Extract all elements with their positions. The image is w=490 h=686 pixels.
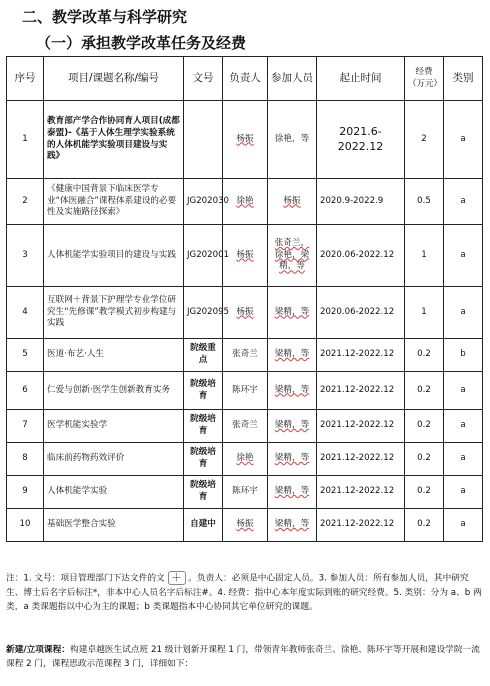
cell-leader: 陈环宇 (223, 476, 268, 509)
cell-leader: 徐艳 (223, 179, 268, 225)
cell-no: 8 (7, 443, 44, 476)
cell-funds: 0.5 (405, 179, 444, 225)
cell-name: 医学机能实验学 (44, 410, 184, 443)
cell-leader: 陈环宇 (223, 372, 268, 410)
header-period: 起止时间 (317, 57, 405, 101)
cell-no: 5 (7, 339, 44, 372)
cell-doc: JG202095 (184, 287, 223, 339)
cell-members: 杨振 (268, 179, 317, 225)
header-funds: 经费（万元） (405, 57, 444, 101)
cell-doc: JG202001 (184, 225, 223, 287)
cell-leader: 张奇兰 (223, 410, 268, 443)
cell-no: 4 (7, 287, 44, 339)
cell-period: 2020.06-2022.12 (317, 225, 405, 287)
table-row (7, 476, 483, 509)
cell-period: 2021.12-2022.12 (317, 443, 405, 476)
cell-name: 仁爱与创新·医学生创新教育实务 (44, 372, 184, 410)
cell-doc: 自建中 (184, 509, 223, 542)
cell-funds: 0.2 (405, 443, 444, 476)
section-title: 二、教学改革与科学研究 (22, 8, 188, 26)
cell-doc: 院级重点 (184, 339, 223, 372)
cell-period: 2021.12-2022.12 (317, 509, 405, 542)
cell-doc: 院级培育 (184, 476, 223, 509)
table-row (7, 372, 483, 410)
table-row (7, 225, 483, 287)
cell-category: a (444, 410, 483, 443)
cell-category: a (444, 179, 483, 225)
cell-name: 互联网＋背景下护理学专业学位研究生“先修课”教学模式初步构建与实践 (44, 287, 184, 339)
cell-members: 梁精，等 (268, 410, 317, 443)
cell-members: 梁精，等 (268, 372, 317, 410)
cell-period: 2020.06-2022.12 (317, 287, 405, 339)
cell-leader: 杨振 (223, 509, 268, 542)
cell-members: 张奇兰，徐艳，梁精，等 (268, 225, 317, 287)
cell-members: 梁精，等 (268, 443, 317, 476)
cell-category: a (444, 509, 483, 542)
cell-category: a (444, 287, 483, 339)
cell-no: 1 (7, 101, 44, 179)
cell-leader: 杨振 (223, 101, 268, 179)
header-members: 参加人员 (268, 57, 317, 101)
table-row (7, 509, 483, 542)
notes-text-start: 注：1. 文号：项目管理部门下达文件的文 (6, 573, 165, 584)
cell-leader: 张奇兰 (223, 339, 268, 372)
cell-members: 梁精，等 (268, 339, 317, 372)
cell-period: 2021.12-2022.12 (317, 476, 405, 509)
cell-no: 10 (7, 509, 44, 542)
cell-members: 梁精，等 (268, 476, 317, 509)
cell-leader: 徐艳 (223, 443, 268, 476)
cell-name: 人体机能学实验项目的建设与实践 (44, 225, 184, 287)
cell-doc (184, 101, 223, 179)
new-course-text: 构建卓越医生试点班 21 级计划新开课程 1 门，带领青年教师张奇兰、徐艳、陈环宇等开展和建设学院一流课程 2 门，课程思政示范课程 3 门，详细如下： (6, 645, 480, 670)
cell-period: 2021.6-2022.12 (317, 101, 405, 179)
cell-leader: 杨振 (223, 225, 268, 287)
cell-period: 2020.9-2022.9 (317, 179, 405, 225)
cell-funds: 0.2 (405, 476, 444, 509)
cell-name: 教育部产学合作协同育人项目(成都泰盟)-《基于人体生理学实验系统的人体机能学实验项目建设与实践》 (44, 101, 184, 179)
header-no: 序号 (7, 57, 44, 101)
expand-plus-button[interactable]: ＋ (168, 571, 186, 585)
cell-period: 2021.12-2022.12 (317, 410, 405, 443)
new-course-label: 新建/立项课程： (6, 645, 70, 655)
cell-name: 《健康中国背景下临床医学专业“体医融合”课程体系建设的必要性及实施路径探索》 (44, 179, 184, 225)
cell-funds: 0.2 (405, 372, 444, 410)
cell-no: 6 (7, 372, 44, 410)
cell-category: a (444, 372, 483, 410)
cell-no: 2 (7, 179, 44, 225)
cell-funds: 2 (405, 101, 444, 179)
cell-period: 2021.12-2022.12 (317, 372, 405, 410)
cell-members: 梁精，等 (268, 509, 317, 542)
cell-funds: 0.2 (405, 339, 444, 372)
table-header-row (7, 57, 483, 101)
new-course-paragraph (6, 643, 484, 671)
header-leader: 负责人 (223, 57, 268, 101)
projects-table (6, 56, 483, 542)
table-row (7, 443, 483, 476)
cell-members: 徐艳，等 (268, 101, 317, 179)
header-name: 项目/课题名称/编号 (44, 57, 184, 101)
cell-doc: JG202030 (184, 179, 223, 225)
notes-text-rest: 。负责人：必须是中心固定人员。3. 参加人员：所有参加人员，其中研究生、博士后名字后标注*，非本中心人员名字后标注#。4. 经费：指中心本年度实际到账的研究经费。5. 类别：分为 a、b 两类，a 类课题指以中心为主的课题；b 类课题指本中心协同其它单位研究的课题。 (6, 573, 482, 612)
table-row (7, 287, 483, 339)
cell-no: 3 (7, 225, 44, 287)
header-category: 类别 (444, 57, 483, 101)
cell-funds: 1 (405, 287, 444, 339)
subsection-title: （一）承担教学改革任务及经费 (36, 34, 247, 52)
cell-funds: 1 (405, 225, 444, 287)
cell-category: b (444, 339, 483, 372)
cell-name: 临床前药物药效评价 (44, 443, 184, 476)
table-notes (6, 571, 484, 614)
cell-members: 梁精，等 (268, 287, 317, 339)
cell-funds: 0.2 (405, 509, 444, 542)
cell-doc: 院级培育 (184, 443, 223, 476)
cell-category: a (444, 101, 483, 179)
cell-funds: 0.2 (405, 410, 444, 443)
cell-category: a (444, 476, 483, 509)
table-row (7, 339, 483, 372)
table-row (7, 101, 483, 179)
header-doc: 文号 (184, 57, 223, 101)
cell-doc: 院级培育 (184, 372, 223, 410)
cell-doc: 院级培育 (184, 410, 223, 443)
table-row (7, 179, 483, 225)
cell-no: 9 (7, 476, 44, 509)
cell-leader: 杨振 (223, 287, 268, 339)
cell-no: 7 (7, 410, 44, 443)
cell-period: 2021.12-2022.12 (317, 339, 405, 372)
cell-category: a (444, 443, 483, 476)
cell-name: 医道·布艺·人生 (44, 339, 184, 372)
cell-name: 人体机能学实验 (44, 476, 184, 509)
table-row (7, 410, 483, 443)
cell-category: a (444, 225, 483, 287)
cell-name: 基础医学整合实验 (44, 509, 184, 542)
